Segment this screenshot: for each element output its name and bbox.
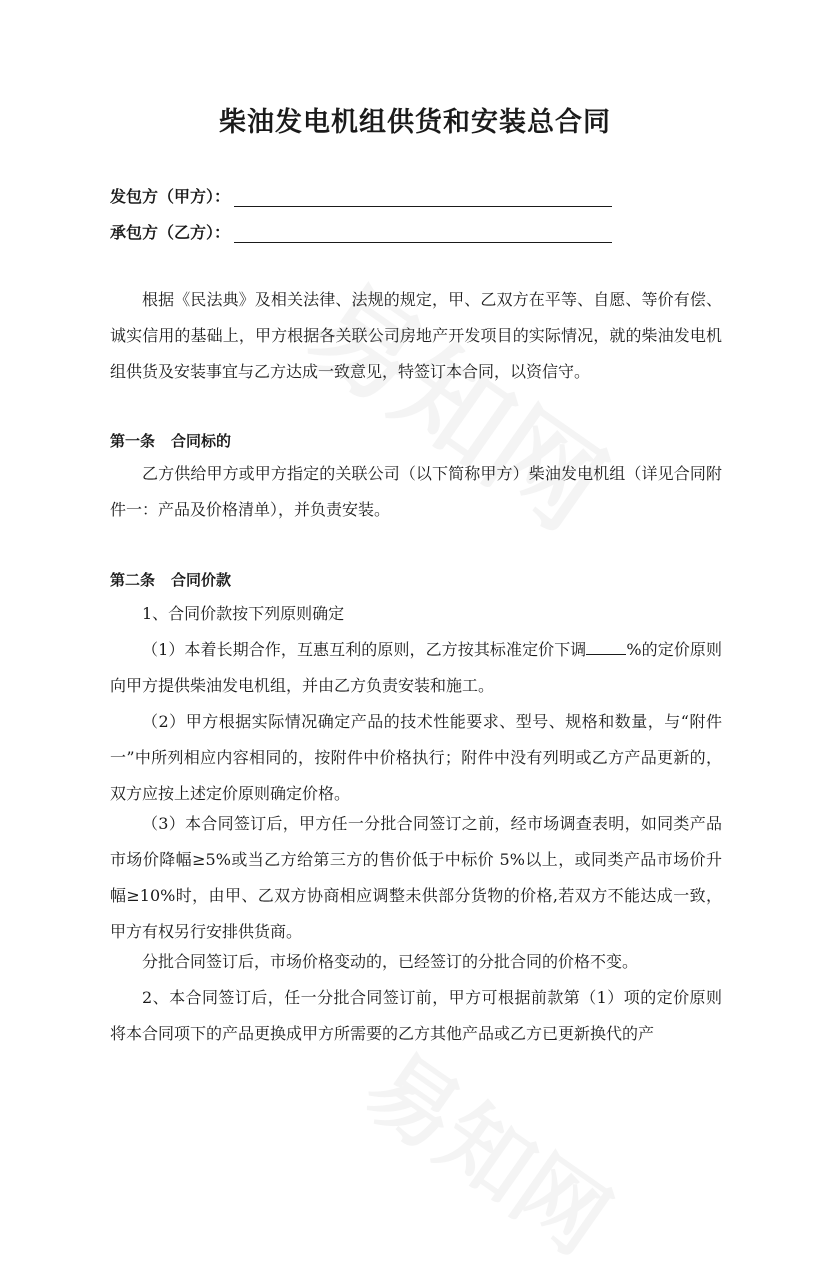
article-2-item-1: 1、合同价款按下列原则确定	[142, 604, 345, 623]
article-1-heading	[110, 430, 231, 451]
article-2-sub-3: （3）本合同签订后，甲方任一分批合同签订之前，经市场调查表明，如同类产品市场价降幅≥5%或当乙方给第三方的售价低于中标价 5%以上，或同类产品市场价升幅≥10%时，由甲、乙双方协商相应调整未供部分货物的价格,若双方不能达成一致，甲方有权另行安排供货商。	[110, 814, 722, 941]
article-2-sub-1-after: %的定价原则向甲方提供柴油发电机组，并由乙方负责安装和施工。	[110, 640, 722, 695]
article-2-note: 分批合同签订后，市场价格变动的，已经签订的分批合同的价格不变。	[142, 952, 639, 971]
watermark-bottom	[349, 1016, 631, 1263]
document-title: 柴油发电机组供货和安装总合同	[219, 107, 611, 138]
party-a-label: 发包方（甲方）：	[110, 187, 231, 206]
preamble-paragraph: 根据《民法典》及相关法律、法规的规定，甲、乙双方在平等、自愿、等价有偿、诚实信用的基础上，甲方根据各关联公司房地产开发项目的实际情况，就的柴油发电机组供货及安装事宜与乙方达成一致意见，特签订本合同，以资信守。	[110, 290, 722, 381]
party-a-row	[110, 184, 612, 207]
article-2-heading	[110, 569, 231, 590]
article-2-sub-1	[110, 632, 722, 704]
article-2-sub-2: （2）甲方根据实际情况确定产品的技术性能要求、型号、规格和数量，与“附件一”中所列相应内容相同的，按附件中价格执行；附件中没有列明或乙方产品更新的，双方应按上述定价原则确定价格。	[110, 712, 722, 803]
article-1-body: 乙方供给甲方或甲方指定的关联公司（以下简称甲方）柴油发电机组（详见合同附件一：产品及价格清单），并负责安装。	[110, 464, 722, 519]
party-b-label: 承包方（乙方）：	[110, 223, 231, 242]
party-b-row	[110, 220, 612, 243]
party-b-blank	[234, 224, 612, 243]
article-2-item-2: 2、本合同签订后，任一分批合同签订前，甲方可根据前款第（1）项的定价原则将本合同项下的产品更换成甲方所需要的乙方其他产品或乙方已更新换代的产	[110, 988, 722, 1043]
article-2-title: 合同价款	[171, 571, 232, 589]
article-1-title: 合同标的	[171, 432, 232, 450]
article-2-number: 第二条	[110, 571, 156, 589]
article-2-sub-1-before: （1）本着长期合作，互惠互利的原则，乙方按其标准定价下调	[142, 640, 587, 659]
discount-blank	[586, 640, 626, 655]
article-1-number: 第一条	[110, 432, 156, 450]
party-a-blank	[234, 188, 612, 207]
